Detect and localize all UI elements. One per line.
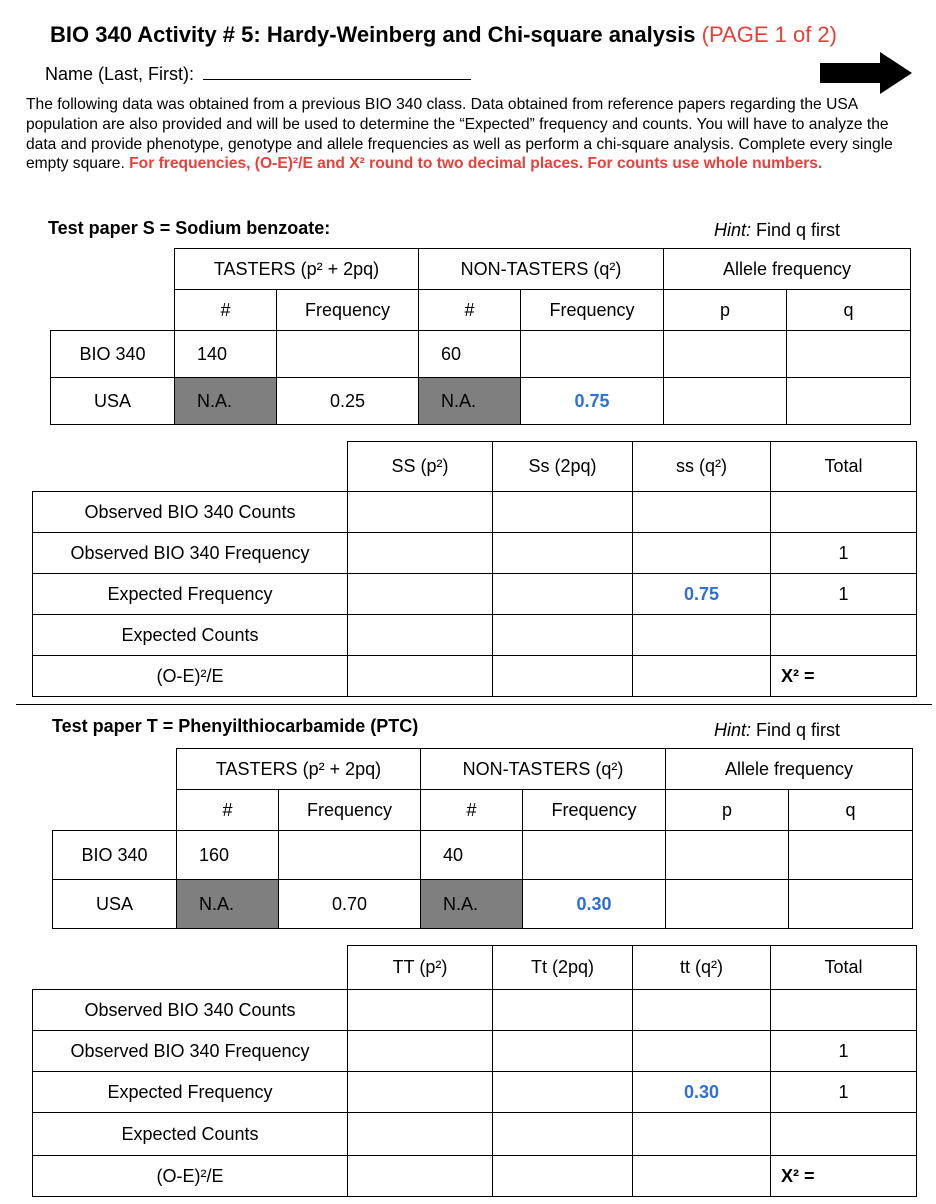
non-tasters-count-cell: N.A.	[421, 880, 523, 929]
row-label: (O-E)²/E	[33, 1156, 348, 1197]
blank-corner	[33, 946, 348, 990]
frequency-header: Frequency	[523, 790, 666, 831]
count-header: #	[177, 790, 279, 831]
tt-dom-cell[interactable]	[348, 1031, 493, 1072]
total-cell[interactable]	[771, 615, 917, 656]
table-row	[33, 1113, 917, 1156]
tt-het-cell[interactable]	[493, 1031, 633, 1072]
hint-text: Find q first	[756, 220, 841, 240]
non-tasters-header: NON-TASTERS (q²)	[419, 249, 664, 290]
row-label: Expected Counts	[33, 1113, 348, 1156]
total-header: Total	[771, 946, 917, 990]
p-cell[interactable]	[664, 378, 787, 425]
row-label: Observed BIO 340 Frequency	[33, 533, 348, 574]
row-label: USA	[51, 378, 175, 425]
p-header: p	[664, 290, 787, 331]
ss-het-cell[interactable]	[493, 656, 633, 697]
heterozygous-header: Tt (2pq)	[493, 946, 633, 990]
q-header: q	[789, 790, 913, 831]
row-label: Expected Counts	[33, 615, 348, 656]
tt-het-cell[interactable]	[493, 1072, 633, 1113]
homozygous-dominant-header: TT (p²)	[348, 946, 493, 990]
ss-dom-cell[interactable]	[348, 574, 493, 615]
tt-het-cell[interactable]	[493, 990, 633, 1031]
table-row	[33, 990, 917, 1031]
table-row	[33, 1031, 917, 1072]
table-row	[53, 831, 913, 880]
allele-frequency-header: Allele frequency	[664, 249, 911, 290]
ss-rec-cell[interactable]	[633, 656, 771, 697]
tt-dom-cell[interactable]	[348, 1113, 493, 1156]
non-tasters-frequency-cell: 0.75	[521, 378, 664, 425]
next-page-arrow-icon[interactable]	[820, 52, 912, 94]
page-title	[50, 22, 837, 48]
row-label: USA	[53, 880, 177, 929]
ss-rec-cell[interactable]	[633, 492, 771, 533]
tasters-header: TASTERS (p² + 2pq)	[175, 249, 419, 290]
homozygous-recessive-header: tt (q²)	[633, 946, 771, 990]
non-tasters-frequency-cell: 0.30	[523, 880, 666, 929]
ss-dom-cell[interactable]	[348, 533, 493, 574]
tasters-count-cell: N.A.	[177, 880, 279, 929]
tasters-count-cell: N.A.	[175, 378, 277, 425]
count-header: #	[421, 790, 523, 831]
ss-rec-cell[interactable]	[633, 533, 771, 574]
total-cell[interactable]	[771, 990, 917, 1031]
table-row	[33, 1072, 917, 1113]
non-tasters-frequency-cell[interactable]	[521, 331, 664, 378]
page-indicator: (PAGE 1 of 2)	[701, 22, 837, 47]
tasters-header: TASTERS (p² + 2pq)	[177, 749, 421, 790]
tt-rec-cell[interactable]	[633, 990, 771, 1031]
non-tasters-count-cell: N.A.	[419, 378, 521, 425]
p-cell[interactable]	[666, 880, 789, 929]
blank-corner	[51, 249, 175, 290]
tt-rec-cell[interactable]	[633, 1113, 771, 1156]
tt-dom-cell[interactable]	[348, 1072, 493, 1113]
ss-dom-cell[interactable]	[348, 492, 493, 533]
total-cell[interactable]	[771, 1113, 917, 1156]
blank-corner	[33, 442, 348, 492]
intro-paragraph	[26, 95, 906, 174]
row-label: (O-E)²/E	[33, 656, 348, 697]
chi-square-total-cell[interactable]: X² =	[771, 1156, 917, 1197]
frequency-header: Frequency	[521, 290, 664, 331]
hint	[714, 220, 840, 241]
q-header: q	[787, 290, 911, 331]
row-label: Expected Frequency	[33, 574, 348, 615]
q-cell[interactable]	[787, 331, 911, 378]
tt-dom-cell[interactable]	[348, 1156, 493, 1197]
tasters-count-cell: 140	[175, 331, 277, 378]
rounding-instruction: For frequencies, (O-E)²/E and X² round to two decimal places. For counts use whole numbers.	[129, 155, 823, 173]
intro-text: The following data was obtained from a previous BIO 340 class. Data obtained from reference papers regarding the USA population are also provided and will be used to determine the “Expected” frequency and counts. You will have to analyze the data and provide phenotype, genotype and allele frequencies as well as perform a chi-square analysis. Complete every single empty square.	[26, 96, 893, 173]
section-divider	[16, 704, 932, 705]
total-cell: 1	[771, 1031, 917, 1072]
table-row	[51, 331, 911, 378]
genotype-chi-square-table	[32, 945, 917, 1197]
row-label: Observed BIO 340 Frequency	[33, 1031, 348, 1072]
hint-text: Find q first	[756, 720, 841, 740]
table-row	[33, 656, 917, 697]
tt-het-cell[interactable]	[493, 1156, 633, 1197]
non-tasters-header: NON-TASTERS (q²)	[421, 749, 666, 790]
ss-dom-cell[interactable]	[348, 656, 493, 697]
tasters-frequency-cell: 0.70	[279, 880, 421, 929]
row-label: BIO 340	[51, 331, 175, 378]
homozygous-recessive-header: ss (q²)	[633, 442, 771, 492]
total-cell: 1	[771, 574, 917, 615]
homozygous-dominant-header: SS (p²)	[348, 442, 493, 492]
tt-rec-cell[interactable]	[633, 1031, 771, 1072]
blank-corner	[51, 290, 175, 331]
blank-corner	[53, 790, 177, 831]
tasters-count-cell: 160	[177, 831, 279, 880]
tasters-frequency-cell[interactable]	[277, 331, 419, 378]
table-row	[33, 1156, 917, 1197]
table-row	[33, 574, 917, 615]
phenotype-table	[52, 748, 913, 929]
total-cell[interactable]	[771, 492, 917, 533]
hint	[714, 720, 840, 741]
tt-het-cell[interactable]	[493, 1113, 633, 1156]
ss-het-cell[interactable]	[493, 492, 633, 533]
name-field[interactable]	[203, 63, 471, 80]
frequency-header: Frequency	[277, 290, 419, 331]
tt-rec-cell[interactable]	[633, 1156, 771, 1197]
total-cell: 1	[771, 1072, 917, 1113]
title-text: BIO 340 Activity # 5: Hardy-Weinberg and Chi-square analysis	[50, 22, 696, 47]
table-row	[33, 615, 917, 656]
section-heading: Test paper S = Sodium benzoate:	[48, 218, 331, 238]
hint-label: Hint:	[714, 720, 752, 740]
table-row	[33, 533, 917, 574]
blank-corner	[53, 749, 177, 790]
non-tasters-count-cell: 60	[419, 331, 521, 378]
tasters-frequency-cell: 0.25	[277, 378, 419, 425]
table-row	[53, 880, 913, 929]
ss-dom-cell[interactable]	[348, 615, 493, 656]
p-cell[interactable]	[664, 331, 787, 378]
tt-rec-cell: 0.30	[633, 1072, 771, 1113]
name-label: Name (Last, First):	[45, 64, 195, 84]
total-header: Total	[771, 442, 917, 492]
total-cell: 1	[771, 533, 917, 574]
p-cell[interactable]	[666, 831, 789, 880]
name-row	[45, 63, 471, 85]
table-row	[33, 492, 917, 533]
q-cell[interactable]	[789, 831, 913, 880]
ss-het-cell[interactable]	[493, 615, 633, 656]
phenotype-table	[50, 248, 911, 425]
ss-het-cell[interactable]	[493, 533, 633, 574]
chi-square-total-cell[interactable]: X² =	[771, 656, 917, 697]
non-tasters-frequency-cell[interactable]	[523, 831, 666, 880]
table-row	[51, 378, 911, 425]
tasters-frequency-cell[interactable]	[279, 831, 421, 880]
row-label: Observed BIO 340 Counts	[33, 492, 348, 533]
ss-het-cell[interactable]	[493, 574, 633, 615]
genotype-chi-square-table	[32, 441, 917, 697]
count-header: #	[175, 290, 277, 331]
ss-rec-cell[interactable]	[633, 615, 771, 656]
q-cell[interactable]	[787, 378, 911, 425]
ss-rec-cell: 0.75	[633, 574, 771, 615]
non-tasters-count-cell: 40	[421, 831, 523, 880]
q-cell[interactable]	[789, 880, 913, 929]
row-label: Observed BIO 340 Counts	[33, 990, 348, 1031]
row-label: Expected Frequency	[33, 1072, 348, 1113]
frequency-header: Frequency	[279, 790, 421, 831]
row-label: BIO 340	[53, 831, 177, 880]
heterozygous-header: Ss (2pq)	[493, 442, 633, 492]
tt-dom-cell[interactable]	[348, 990, 493, 1031]
hint-label: Hint:	[714, 220, 752, 240]
section-heading: Test paper T = Phenyilthiocarbamide (PTC)	[52, 716, 419, 736]
allele-frequency-header: Allele frequency	[666, 749, 913, 790]
count-header: #	[419, 290, 521, 331]
p-header: p	[666, 790, 789, 831]
